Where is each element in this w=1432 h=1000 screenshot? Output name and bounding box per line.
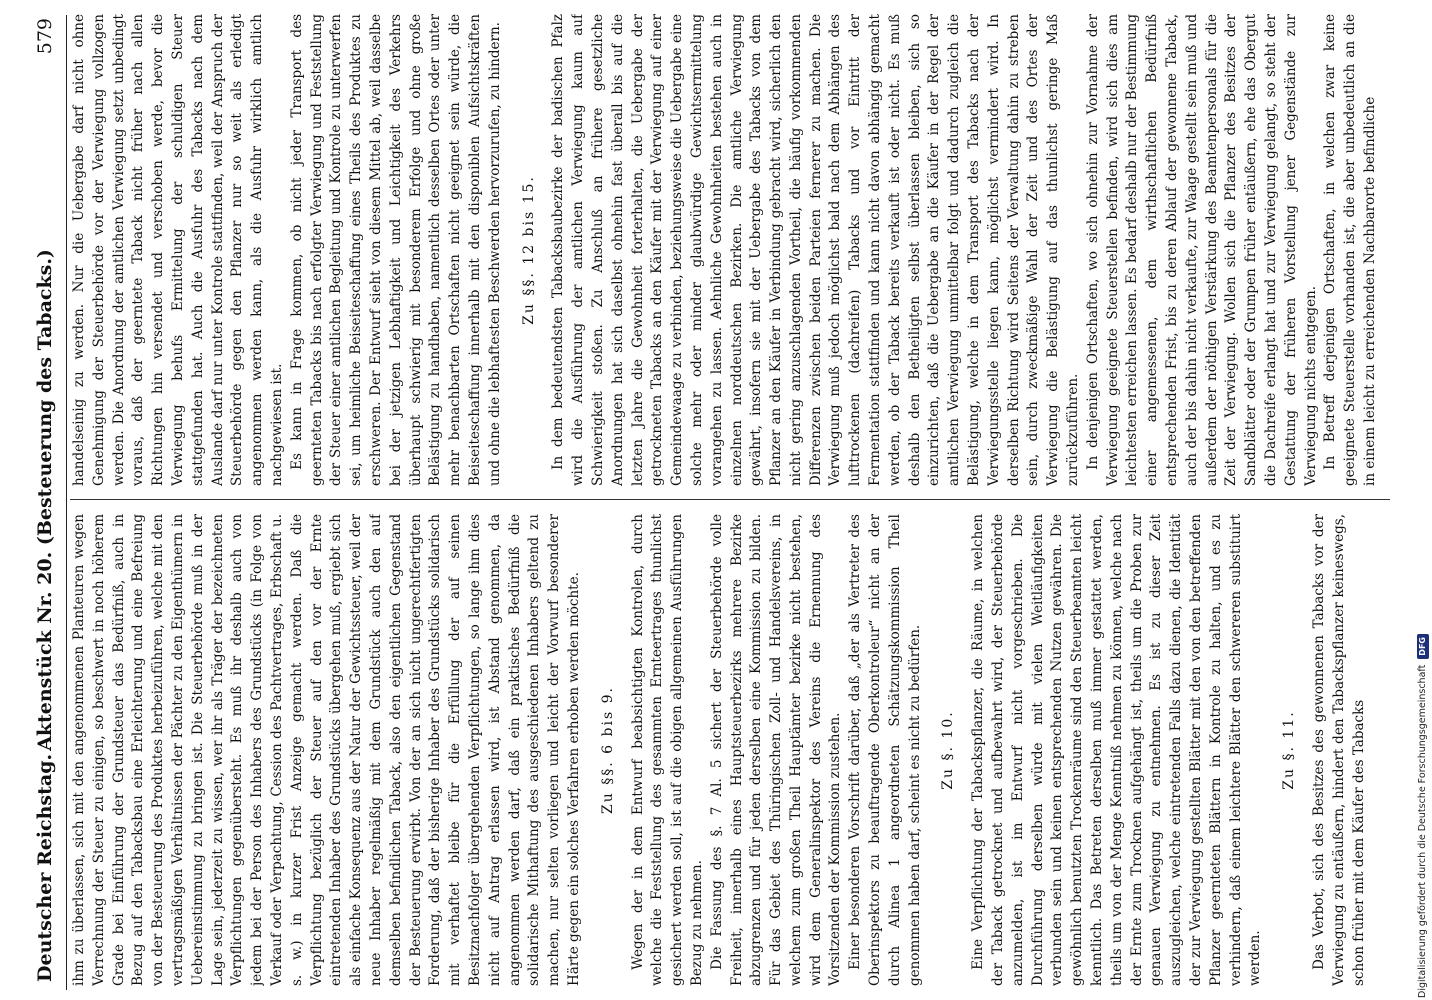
page-header bbox=[30, 18, 64, 982]
digitization-note bbox=[1416, 2, 1430, 998]
paragraph: Es kann in Frage kommen, ob nicht jeder Transport des geernteten Tabacks bis nach erfolgter Verwiegung und Feststellung der Steuer einer amtlichen Begleitung und Kontrole zu unterwerfen sei, um heimliche Beiseiteschaffung eines Theils des Produktes zu erschweren. Der Entwurf sieht von diesem Mittel ab, weil dasselbe bei der jetzigen Lebhaftigkeit und Leichtigkeit des Verkehrs überhaupt schwierig mit besonderem Erfolge und ohne große Belästigung zu handhaben, namentlich desselben Ortes oder unter mehr benachbarten Ortschaften nicht geeignet sein würde, die Beiseiteschaffung innerhalb mit den disponiblen Aufsichtskräften und ohne die lebhaftesten Beschwerden hervorzurufen, zu hindern. bbox=[288, 14, 503, 486]
paragraph: Die Fassung des §. 7 Al. 5 sichert der Steuerbehörde volle Freiheit, innerhalb eines Hauptsteuerbezirks mehrere Bezirke abzugrenzen und für jeden derselben eine Kommission zu bilden. Für das Gebiet des Thüringischen Zoll- und Handelsvereins, in welchem zum großen Theil Hauptämter bezirke nicht bestehen, wird dem Generalinspektor des Vereins die Ernennung des Vorsitzenden der Kommission zustehen. bbox=[708, 514, 844, 986]
header-rule bbox=[66, 15, 67, 990]
paragraph: In denjenigen Ortschaften, wo sich ohnehin zur Vornahme der Verwiegung geeignete Steuerstellen befinden, wird sich dies am leichtesten erreichen lassen. Es bedarf deshalb nur der Bestimmung einer angemessenen, dem wirthschaftlichen Bedürfniß entsprechenden Frist, bis zu deren Ablauf der gewonnene Taback, auch der bis dahin nicht verkaufte, zur Waage gestellt sein muß und außerdem der nöthigen Verstärkung des Beamtenpersonals für die Zeit der Verwiegung. Wollen sich die Pflanzer des Besitzes der Sandblätter oder der Grumpen früher entäußern, ehe das Obergut die Dachreife erlangt hat und zur Verwiegung gelangt, so steht der Gestattung der früheren Vorstellung jener Gegenstände zur Verwiegung nichts entgegen. bbox=[1084, 14, 1319, 486]
text-column-left bbox=[70, 514, 1390, 986]
paragraph: In dem bedeutendsten Tabacksbaubezirke der badischen Pfalz wird die Ausführung der amtlichen Verwiegung kaum auf Schwierigkeit stoßen. Zu Anschluß an frühere gesetzliche Anordnungen hat sich daselbst ohnehin fast überall bis auf die letzten Jahre die Gewohnheit forterhalten, die Uebergabe der getrockneten Tabacks an den Käufer mit der Verwiegung auf einer Gemeindewaage zu verbinden, beziehungsweise die Uebergabe eine solche mehr oder minder glaubwürdige Gewichtsermittelung vorangehen zu lassen. Aehnliche Gewohnheiten bestehen auch in einzelnen norddeutschen Bezirken. Die amtliche Verwiegung gewährt, insofern sie mit der Uebergabe des Tabacks von dem Pflanzer an den Käufer in Verbindung gebracht wird, sicherlich den nicht gering anzuschlagenden Vortheil, die häufig vorkommenden Differenzen zwischen beiden Parteien fernerer zu machen. Die Verwiegung muß jedoch möglichst bald nach dem Abhängen des lufttrockenen (dachreifen) Tabacks und vor Eintritt der Fermentation stattfinden und kann nicht davon abhängig gemacht werden, ob der Taback bereits verkauft ist oder nicht. Es muß deshalb den Betheiligten selbst überlassen bleiben, sich so einzurichten, daß die Uebergabe an die Käufer in der Regel der amtlichen Verwiegung unmittelbar folgt und dadurch zugleich die Belästigung, welche in dem Transport des Tabacks nach der Verwiegungsstelle liegen kann, möglichst vermindert wird. In derselben Richtung wird Seitens der Verwaltung dahin zu streben sein, durch zweckmäßige Wahl der Zeit und des Ortes der Verwiegung die Belästigung auf das thunlichst geringe Maß zurückzuführen. bbox=[550, 14, 1082, 486]
digitization-caption: Digitalisierung gefördert durch die Deutsche Forschungsgemeinschaft bbox=[1417, 664, 1428, 998]
section-heading: Zu §§. 12 bis 15. bbox=[520, 175, 537, 325]
paragraph: Das Verbot, sich des Besitzes des gewonnenen Tabacks vor der Verwiegung zu entäußern, hindert den Tabackspflanzer keineswegs, schon früher mit dem Käufer des Tabacks bbox=[1311, 514, 1367, 986]
column-divider bbox=[70, 499, 1390, 500]
section-heading: Zu §§. 6 bis 9. bbox=[599, 686, 616, 814]
section-heading: Zu §. 11. bbox=[1281, 710, 1298, 790]
header-page-number: 579 bbox=[34, 18, 56, 55]
section-heading: Zu §. 10. bbox=[940, 710, 957, 790]
paragraph: Einer besonderen Vorschrift darüber, daß „der als Vertreter des Oberinspektors zu beauftragende Oberkontroleur“ nicht an der durch Alinea 1 angeordneten Schätzungskommission Theil genommen haben darf, scheint es nicht zu bedürfen. bbox=[847, 514, 923, 986]
header-publication: Deutscher Reichstag. bbox=[34, 753, 56, 982]
paragraph: In Betreff derjenigen Ortschaften, in welchen zwar keine geeignete Steuerstelle vorhanden ist, die aber unbedeutlich an die in einem leicht zu erreichenden Nachbarorte befindliche bbox=[1322, 14, 1378, 486]
paragraph: ihm zu überlassen, sich mit den angenommenen Planteuren wegen Verrechnung der Steuer zu einigen, so beschwert in noch höherem Grade bei Einführung der Grundsteuer das Bedürfniß, auch in Bezug auf den Tabacksbau eine Erleichterung und eine Befreiung von der Besteuerung des Produktes herbeizuführen, welche mit den vertragsmäßigen Verhältnissen der Pächter zu den Eigenthümern in Uebereinstimmung zu bringen ist. Die Steuerbehörde muß in der Lage sein, jederzeit zu wissen, wer ihr als Träger der bezeichneten Verpflichtungen gegenübersteht. Es muß ihr deshalb auch von jedem bei der Person des Inhabers des Grundstücks (in Folge von Verkauf oder Verpachtung, Cession des Pachtvertrages, Erbschaft u. s. w.) in kurzer Frist Anzeige gemacht werden. Daß die Verpflichtung bezüglich der Steuer auf den vor der Ernte eintretenden Inhaber des Grundstücks übergehen muß, ergiebt sich als einfache Konsequenz aus der Natur der Gewichtssteuer, weil der neue Inhaber regelmäßig mit dem Grundstück auch den auf demselben befindlichen Taback, also den eigentlichen Gegenstand der Besteuerung erwirbt. Von der an sich nicht ungerechtfertigten Forderung, daß der bisherige Inhaber des Grundstücks solidarisch mit verhaftet bleibe für die Erfüllung der auf seinen Besitznachfolger übergehenden Verpflichtungen, so lange ihm dies nicht auf Antrag erlassen wird, ist Abstand genommen, da angenommen werden darf, daß ein praktisches Bedürfniß die solidarische Mithaftung des ausgeschiedenen Inhabers geltend zu machen, nur selten vorliegen und leicht der Vorwurf besonderer Härte gegen ein solches Verfahren erhoben werden möchte. bbox=[71, 514, 582, 986]
document-page bbox=[16, 0, 1401, 1000]
paragraph: Eine Verpflichtung der Tabackspflanzer, die Räume, in welchen der Taback getrocknet und aufbewahrt wird, der Steuerbehörde anzumelden, ist im Entwurf nicht vorgeschrieben. Die Durchführung derselben würde mit vielen Weitläufigkeiten verbunden sein und keinen entsprechenden Nutzen gewähren. Die gewöhnlich benutzten Trockenräume sind den Steuerbeamten leicht kenntlich. Das Betreten derselben muß immer gestattet werden, theils um von der Menge Kenntniß nehmen zu können, welche nach der Ernte zum Trocknen aufgehängt ist, theils um die Proben zur genauen Verwiegung zu entnehmen. Es ist zu dieser Zeit auszugleichen, welche eintretenden Falls dazu dienen, die Identität der zur Verwiegung gestellten Blätter mit den von den betreffenden Pflanzer geernteten Blättern in Kontrole zu halten, und es zu verhindern, daß einem leichtere Blätter den schwereren substituirt werden. bbox=[970, 514, 1264, 986]
paragraph: Wegen der in dem Entwurf beabsichtigten Kontrolen, durch welche die Feststellung des gesammten Ernteertrages thunlichst gesichert werden soll, ist auf die obigen allgemeinen Ausführungen Bezug zu nehmen. bbox=[629, 514, 705, 986]
header-document-title: Aktenstück Nr. 20. (Besteuerung des Tabacks.) bbox=[34, 249, 56, 751]
paragraph: handelseinig zu werden. Nur die Uebergabe darf nicht ohne Genehmigung der Steuerbehörde vor der Verwiegung vollzogen werden. Die Anordnung der amtlichen Verwiegung setzt unbedingt voraus, daß der geerntete Taback nicht früher nach allen Richtungen hin versendet und verschoben werde, bevor die Verwiegung behufs Ermittelung der schuldigen Steuer stattgefunden hat. Auch die Ausfuhr des Tabacks nach dem Auslande darf nur unter Kontrole stattfinden, weil der Anspruch der Steuerbehörde gegen den Pflanzer nur so weit als erledigt angenommen werden kann, als die Ausfuhr wirklich amtlich nachgewiesen ist. bbox=[71, 14, 285, 486]
dfg-logo: DFG bbox=[1417, 634, 1429, 659]
text-column-right bbox=[70, 14, 1390, 486]
